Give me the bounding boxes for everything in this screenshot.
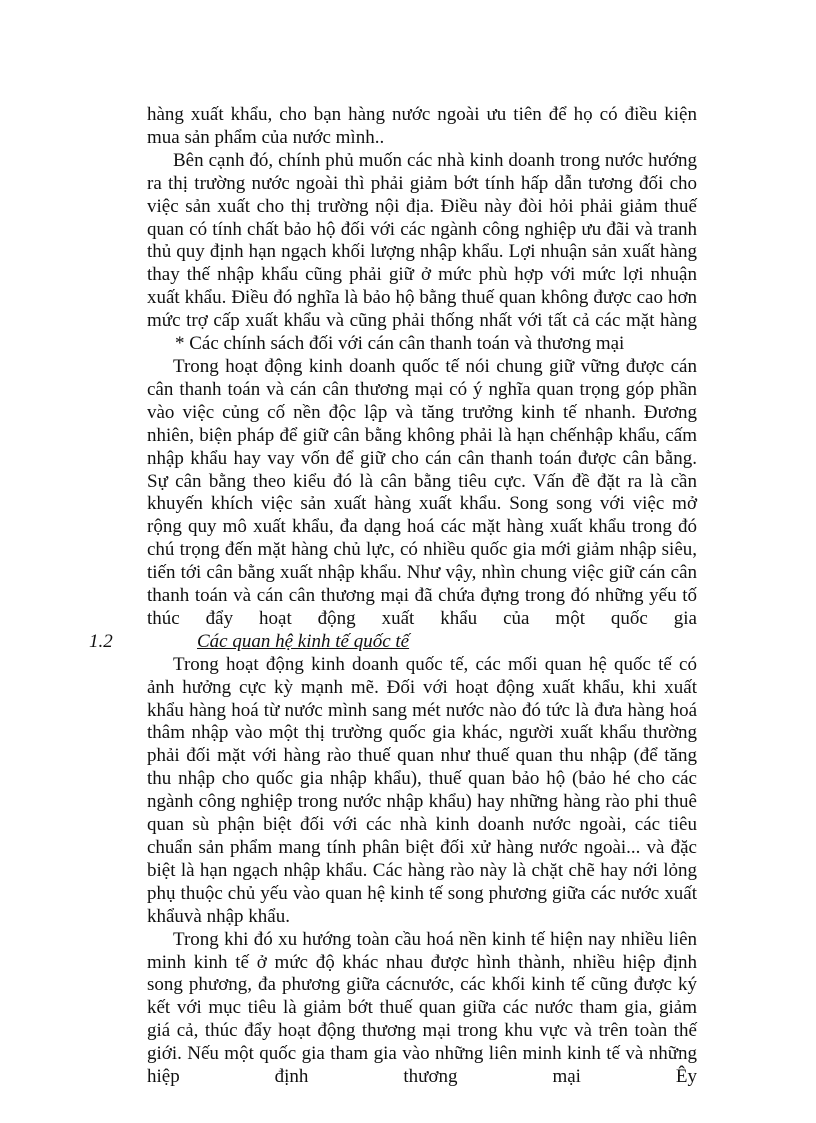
section-number: 1.2 [89, 630, 113, 652]
document-body [89, 104, 697, 1089]
paragraph-balance-of-payments: Trong hoạt động kinh doanh quốc tế nói chung giữ vững được cán cân thanh toán và cán cân thương mại có ý nghĩa quan trọng góp phần vào việc củng cố nền độc lập và tăng trưởng kinh tế nhanh. Đương nhiên, biện pháp để giữ cân bằng không phải là hạn chếnhập khẩu, cấm nhập khẩu hay vay vốn để giữ cho cán cân thanh toán được cân bằng. Sự cân bằng theo kiểu đó là cân bằng tiêu cực. Vấn đề đặt ra là cần khuyến khích việc sản xuất hàng xuất khẩu. Song song với việc mở rộng quy mô xuất khẩu, đa dạng hoá các mặt hàng xuất khẩu trong đó chú trọng đến mặt hàng chủ lực, có nhiều quốc gia mới giảm nhập siêu, tiến tới cân bằng xuất nhập khẩu. Như vậy, nhìn chung việc giữ cán cân thanh toán và cán cân thương mại đã chứa đựng trong đó những yếu tố thúc đẩy hoạt động xuất khẩu của một quốc gia [147, 355, 697, 629]
paragraph-globalization: Trong khi đó xu hướng toàn cầu hoá nền kinh tế hiện nay nhiều liên minh kinh tế ở mức độ khác nhau được hình thành, nhiều hiệp định song phương, đa phương giữa cácnước, các khối kinh tế cũng được ký kết với mục tiêu là giảm bớt thuế quan giữa các nước tham gia, giảm giá cả, thúc đẩy hoạt động thương mại trong khu vực và trên toàn thế giới. Nếu một quốc gia tham gia vào những liên minh kinh tế và những hiệp định thương mại Êy [147, 928, 697, 1088]
bullet-heading-balance-policy: * Các chính sách đối với cán cân thanh toán và thương mại [175, 333, 625, 355]
paragraph-intro: hàng xuất khẩu, cho bạn hàng nước ngoài ưu tiên để họ có điều kiện mua sản phẩm của nước mình.. [147, 104, 697, 148]
paragraph-government-policy: Bên cạnh đó, chính phủ muốn các nhà kinh doanh trong nước hướng ra thị trường nước ngoài thì phải giảm bớt tính hấp dẫn tương đối cho việc sản xuất cho thị trường nội địa. Điều này đòi hỏi phải giảm thuế quan có tính chất bảo hộ đối với các ngành công nghiệp ưu đãi và tranh thủ quy định hạn ngạch khối lượng nhập khẩu. Lợi nhuận sản xuất hàng thay thế nhập khẩu cũng phải giữ ở mức phù hợp với mức lợi nhuận xuất khẩu. Điều đó nghĩa là bảo hộ bằng thuế quan không được cao hơn mức trợ cấp xuất khẩu và cũng phải thống nhất với tất cả các mặt hàng [147, 149, 697, 332]
section-title: Các quan hệ kinh tế quốc tế [197, 630, 410, 652]
section-heading [89, 630, 697, 654]
paragraph-international-relations: Trong hoạt động kinh doanh quốc tế, các mối quan hệ quốc tế có ảnh hưởng cực kỳ mạnh mẽ. Đối với hoạt động xuất khẩu, khi xuất khẩu hàng hoá từ nước mình sang mét nước nào đó tức là đưa hàng hoá thâm nhập vào một thị trường quốc gia khác, người xuất khẩu thường phải đối mặt với hàng rào thuế quan như thuế quan thu nhập (để tăng thu nhập cho quốc gia nhập khẩu), thuế quan bảo hộ (bảo hé cho các ngành công nghiệp trong nước nhập khẩu) hay những hàng rào phi thuê quan sù phận biệt đối với các nhà kinh doanh nước ngoài, các tiêu chuẩn sản phẩm mang tính phân biệt đối xử hàng nước ngoài... và đặc biệt là hạn ngạch nhập khẩu. Các hàng rào này là chặt chẽ hay nới lỏng phụ thuộc chủ yếu vào quan hệ kinh tế song phương giữa các nước xuất khẩuvà nhập khẩu. [147, 653, 697, 927]
